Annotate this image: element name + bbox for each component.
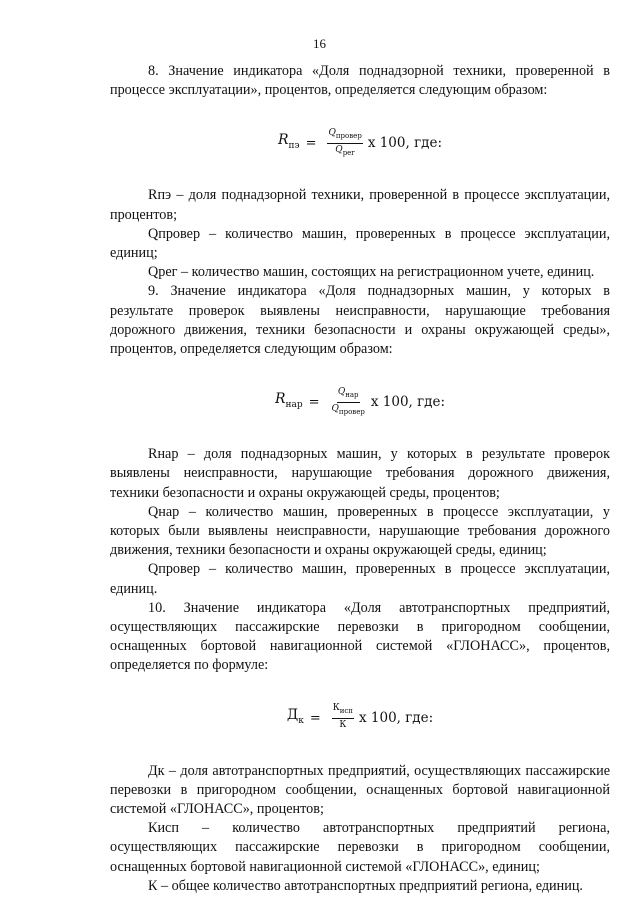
item9-intro: 9. Значение индикатора «Доля поднадзорных машин, у которых в результате проверок выявлены неисправности, нарушающие требования дорожного движения, техники безопасности и охраны окружающей среды», процентов, определяется следующим образом:	[110, 283, 610, 358]
formula-tail: х 100, где:	[370, 393, 446, 410]
item10-def-k: К – общее количество автотранспортных предприятий региона, единиц.	[148, 877, 583, 894]
item8-intro: 8. Значение индикатора «Доля поднадзорной техники, проверенной в процессе эксплуатации», процентов, определяется следующим образом:	[110, 63, 610, 99]
item9-formula	[110, 359, 610, 445]
item9-def-rnar: Rнар – доля поднадзорных машин, у которых в результате проверок выявлены неисправности, нарушающие требования дорожного движения, техники безопасности и охраны окружающей среды, процентов;	[110, 446, 610, 501]
page-number: 16	[313, 36, 326, 51]
formula-equals: =	[308, 394, 320, 410]
item8-def-qprover: Qпровер – количество машин, проверенных в процессе эксплуатации, единиц;	[110, 225, 610, 262]
item9-def-qprover: Qпровер – количество машин, проверенных в процессе эксплуатации, единиц.	[110, 561, 610, 597]
formula-fraction	[331, 386, 366, 419]
fraction-denominator: К	[339, 720, 347, 731]
fraction-numerator: $К_{исп}$	[332, 702, 354, 719]
item8-def-r: Rпэ – доля поднадзорной техники, проверенной в процессе эксплуатации, процентов;	[110, 187, 610, 223]
fraction-denominator: $Q_{провер}$	[331, 403, 365, 416]
formula-tail: х 100, где:	[358, 710, 434, 727]
formula-equals: =	[305, 135, 317, 151]
fraction-numerator: $Q_{нар}$	[337, 386, 360, 403]
formula-lhs: $R_{нар}$	[274, 390, 303, 410]
item10-def-dk: Дк – доля автотранспортных предприятий, осуществляющих пассажирские перевозки в пригородном сообщении, оснащенных бортовой навигационной системой «ГЛОНАСС», процентов;	[110, 762, 610, 818]
item8-formula	[110, 100, 610, 186]
fraction-numerator: $Q_{провер}$	[327, 127, 362, 144]
formula-fraction	[327, 127, 362, 160]
item9-def-qnar: Qнар – количество машин, проверенных в процессе эксплуатации, у которых были выявлены неисправности, нарушающие требования дорожного движения, техники безопасности и охраны окружающей среды, единиц;	[110, 503, 610, 559]
formula-tail: х 100, где:	[367, 134, 442, 151]
formula-lhs: $R_{пэ}$	[277, 131, 300, 151]
formula-equals: =	[309, 711, 321, 727]
item10-formula	[110, 676, 610, 762]
item10-intro: 10. Значение индикатора «Доля автотранспортных предприятий, осуществляющих пассажирские перевозки в пригородном сообщении, оснащенных бортовой навигационной системой «ГЛОНАСС», процентов, определяется по формуле:	[110, 599, 610, 674]
item8-def-qreg: Qрег – количество машин, состоящих на регистрационном учете, единиц.	[148, 264, 595, 281]
fraction-denominator: $Q_{рег}$	[335, 144, 355, 157]
document-body	[110, 62, 610, 896]
formula-lhs: $Д_к$	[286, 707, 304, 726]
formula-fraction	[332, 702, 354, 735]
item10-def-kisp: Кисп – количество автотранспортных предприятий региона, осуществляющих пассажирские перевозки в пригородном сообщении, оснащенных бортовой навигационной системой «ГЛОНАСС», единиц;	[110, 820, 610, 875]
